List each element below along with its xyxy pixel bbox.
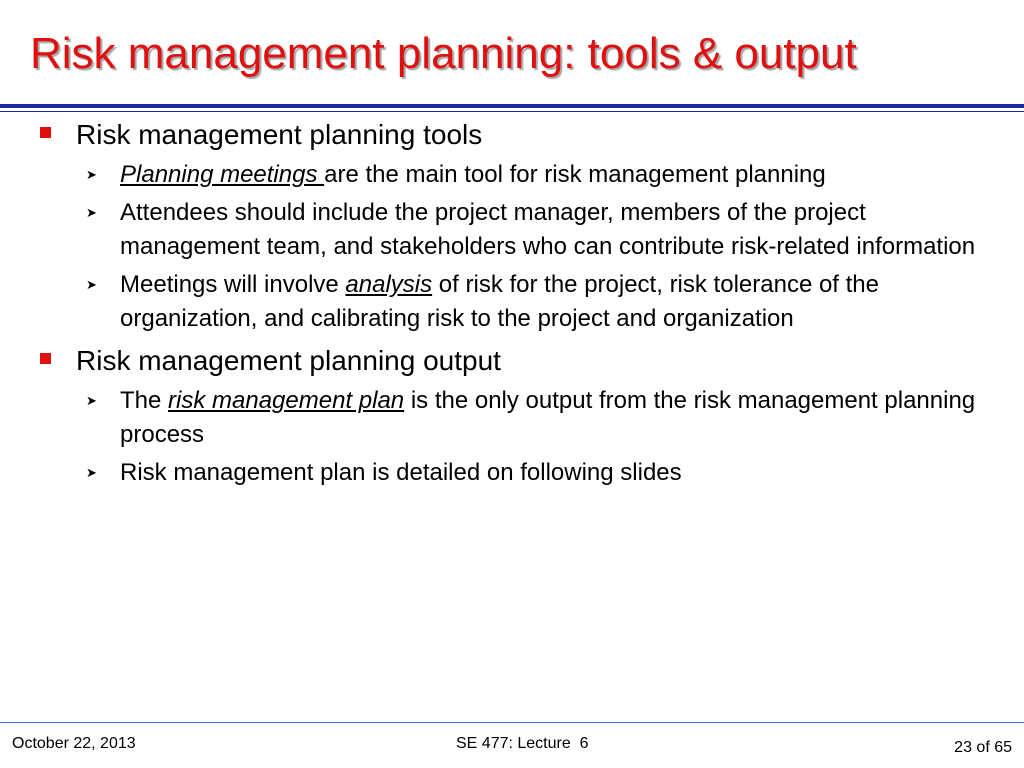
title-divider (0, 104, 1024, 108)
square-bullet-icon (40, 127, 51, 138)
sub-bullet-detailed (40, 456, 990, 490)
sub-bullet-planning-meetings (40, 158, 990, 192)
square-bullet-icon (40, 353, 51, 364)
emphasis-risk-management-plan: risk management plan (168, 387, 405, 414)
section-heading-output: Risk management planning output (76, 345, 501, 376)
sub-bullet-text: Risk management plan is detailed on following slides (120, 459, 682, 486)
arrowhead-bullet-icon: ➤ (86, 167, 97, 182)
title-divider-thin (0, 111, 1024, 112)
sub-bullet-text: are the main tool for risk management planning (324, 161, 826, 188)
footer-page-number: 23 of 65 (954, 739, 1012, 756)
sub-bullet-text-before: Meetings will involve (120, 271, 346, 298)
arrowhead-bullet-icon: ➤ (86, 393, 97, 408)
slide-title: Risk management planning: tools & output (30, 29, 857, 78)
bullet-section-tools (40, 118, 990, 152)
sub-bullet-text-before: The (120, 387, 169, 414)
bullet-section-output (40, 344, 990, 378)
sub-bullet-risk-plan (40, 384, 990, 452)
footer-divider (0, 722, 1024, 723)
sub-bullet-text-after: is the only output from the risk management planning process (120, 387, 976, 448)
arrowhead-bullet-icon: ➤ (86, 277, 97, 292)
sub-bullet-text-after: of risk for the project, risk tolerance of the organization, and calibrating risk to the project and organization (120, 271, 879, 332)
section-heading-tools: Risk management planning tools (76, 119, 483, 150)
sub-bullet-text: Attendees should include the project manager, members of the project management team, and stakeholders who can contribute risk-related information (120, 199, 976, 260)
footer-course: SE 477: Lecture 6 (456, 735, 589, 752)
emphasis-analysis: analysis (345, 271, 433, 298)
emphasis-planning-meetings: Planning meetings (120, 161, 325, 188)
arrowhead-bullet-icon: ➤ (86, 205, 97, 220)
footer-date: October 22, 2013 (12, 735, 136, 752)
arrowhead-bullet-icon: ➤ (86, 465, 97, 480)
sub-bullet-attendees (40, 196, 990, 264)
slide-body (40, 118, 990, 494)
sub-bullet-meetings-analysis (40, 268, 990, 336)
